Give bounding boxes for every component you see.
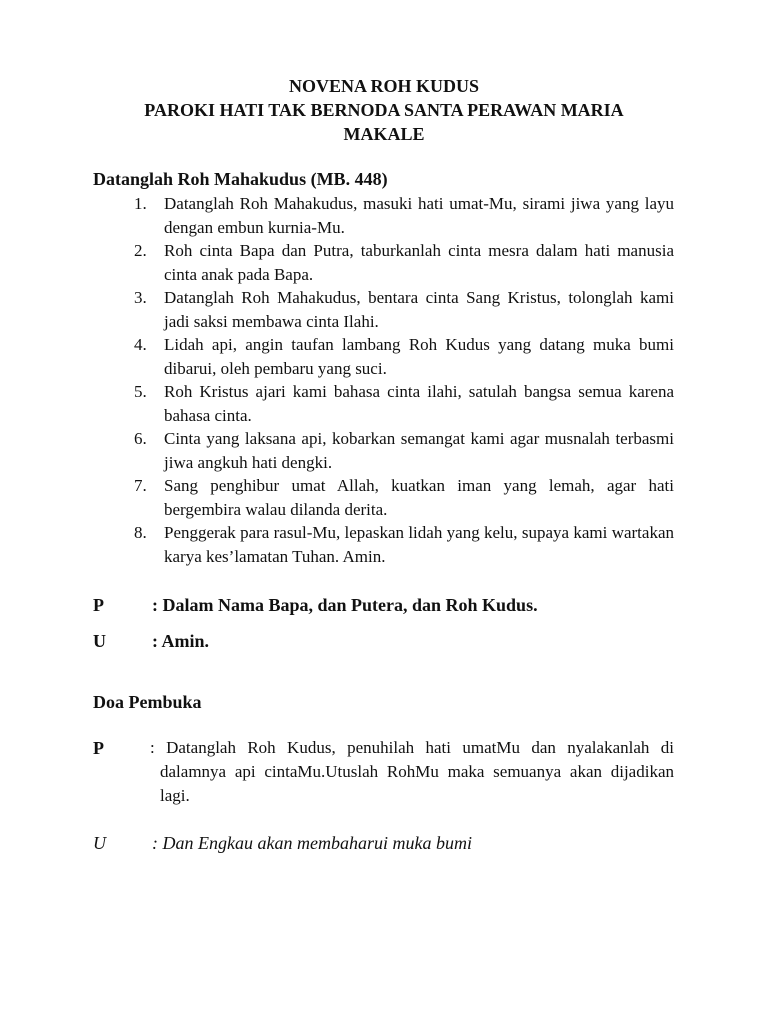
verse-number: 4. xyxy=(134,335,147,354)
verse-text: Penggerak para rasul-Mu, lepaskan lidah yang kelu, supaya kami wartakan karya kes’lamatan Tuhan. Amin. xyxy=(164,523,674,566)
hymn-verse xyxy=(93,239,674,286)
speaker-role: P xyxy=(93,595,104,615)
hymn-verse xyxy=(93,286,674,333)
hymn-verse xyxy=(93,427,674,474)
verse-number: 6. xyxy=(134,429,147,448)
prayer-priest-line xyxy=(93,736,674,808)
hymn-verse xyxy=(93,380,674,427)
title-line-3: MAKALE xyxy=(343,124,425,144)
title-line-1: NOVENA ROH KUDUS xyxy=(288,76,480,96)
prayer-heading: Doa Pembuka xyxy=(93,692,202,712)
speaker-role: P xyxy=(93,738,104,758)
verse-number: 2. xyxy=(134,241,147,260)
verse-number: 1. xyxy=(134,194,147,213)
verse-number: 7. xyxy=(134,476,147,495)
speaker-role: U xyxy=(93,833,106,853)
verse-text: Roh cinta Bapa dan Putra, taburkanlah cinta mesra dalam hati manusia cinta anak pada Bapa. xyxy=(164,241,674,284)
hymn-verse xyxy=(93,474,674,521)
speaker-text: : Amin. xyxy=(152,631,210,651)
speaker-text: : Datanglah Roh Kudus, penuhilah hati umatMu dan nyalakanlah di dalamnya api cintaMu.Utuslah RohMu maka semuanya akan dijadikan lagi. xyxy=(150,738,674,805)
speaker-text: : Dan Engkau akan membaharui muka bumi xyxy=(152,833,472,853)
verse-text: Lidah api, angin taufan lambang Roh Kudus yang datang muka bumi dibarui, oleh pembaru yang suci. xyxy=(164,335,674,378)
hymn-verse xyxy=(93,192,674,239)
document-title xyxy=(0,74,768,146)
hymn-verse xyxy=(93,333,674,380)
verse-text: Datanglah Roh Mahakudus, bentara cinta Sang Kristus, tolonglah kami jadi saksi membawa cinta Ilahi. xyxy=(164,288,674,331)
verse-number: 3. xyxy=(134,288,147,307)
verse-text: Datanglah Roh Mahakudus, masuki hati umat-Mu, sirami jiwa yang layu dengan embun kurnia-Mu. xyxy=(164,194,674,237)
title-line-2: PAROKI HATI TAK BERNODA SANTA PERAWAN MARIA xyxy=(144,100,624,120)
verse-text: Roh Kristus ajari kami bahasa cinta ilahi, satulah bangsa semua karena bahasa cinta. xyxy=(164,382,674,425)
speaker-role: U xyxy=(93,631,106,651)
hymn-verse-list xyxy=(93,192,674,568)
verse-number: 8. xyxy=(134,523,147,542)
verse-text: Cinta yang laksana api, kobarkan semangat kami agar musnalah terbasmi jiwa angkuh hati dengki. xyxy=(164,429,674,472)
hymn-heading: Datanglah Roh Mahakudus (MB. 448) xyxy=(93,169,388,189)
verse-text: Sang penghibur umat Allah, kuatkan iman yang lemah, agar hati bergembira walau dilanda derita. xyxy=(164,476,674,519)
verse-number: 5. xyxy=(134,382,147,401)
speaker-text: : Dalam Nama Bapa, dan Putera, dan Roh Kudus. xyxy=(152,595,538,615)
hymn-verse xyxy=(93,521,674,568)
